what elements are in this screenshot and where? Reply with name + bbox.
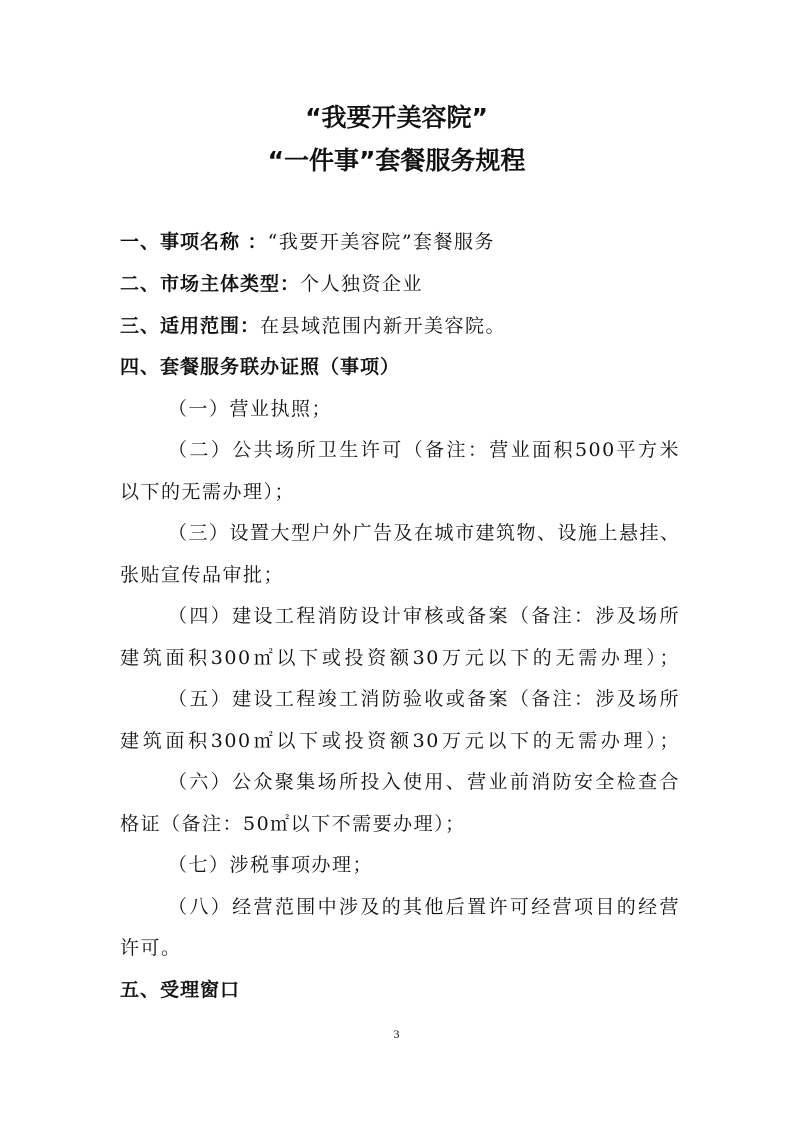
section-3: [120, 313, 680, 339]
item-3-line-2: 张贴宣传品审批；: [120, 564, 285, 586]
item-8-line-1: （八）经营范围中涉及的其他后置许可经营项目的经营: [168, 896, 680, 918]
item-5-line-2: 建筑面积300㎡以下或投资额30万元以下的无需办理）；: [120, 730, 680, 752]
title-line-2: “一件事”套餐服务规程: [267, 146, 526, 175]
section-5-heading: 五、受理窗口: [120, 979, 241, 1001]
item-2-line-2: 以下的无需办理）；: [120, 481, 296, 503]
section-3-label: 三、适用范围：: [120, 315, 261, 337]
item-6-line-1: （六）公众聚集场所投入使用、营业前消防安全检查合: [168, 771, 680, 793]
page-number: 3: [393, 1027, 400, 1041]
section-2-value: 个人独资企业: [300, 273, 424, 295]
section-1-value: “我要开美容院”套餐服务: [267, 231, 496, 253]
title-line-1: “我要开美容院”: [305, 103, 488, 132]
item-1: （一）营业执照；: [168, 398, 333, 420]
item-2-line-1: （二）公共场所卫生许可（备注：营业面积500平方米: [168, 439, 680, 461]
item-7: （七）涉税事项办理；: [168, 854, 374, 876]
section-2-label: 二、市场主体类型：: [120, 273, 301, 295]
section-2: [120, 271, 680, 297]
section-1-label: 一、事项名称 ：: [120, 231, 268, 253]
item-3-line-1: （三）设置大型户外广告及在城市建筑物、设施上悬挂、: [168, 522, 681, 544]
section-1: [120, 229, 680, 255]
section-3-value: 在县域范围内新开美容院。: [260, 315, 507, 337]
item-8-line-2: 许可。: [120, 937, 182, 959]
section-4-heading: 四、套餐服务联办证照（事项）: [120, 356, 401, 378]
item-4-line-2: 建筑面积300㎡以下或投资额30万元以下的无需办理）；: [120, 647, 680, 669]
item-5-line-1: （五）建设工程竣工消防验收或备案（备注：涉及场所: [168, 688, 680, 710]
item-4-line-1: （四）建设工程消防设计审核或备案（备注：涉及场所: [168, 605, 680, 627]
item-6-line-2: 格证（备注：50㎡以下不需要办理）；: [120, 813, 466, 835]
